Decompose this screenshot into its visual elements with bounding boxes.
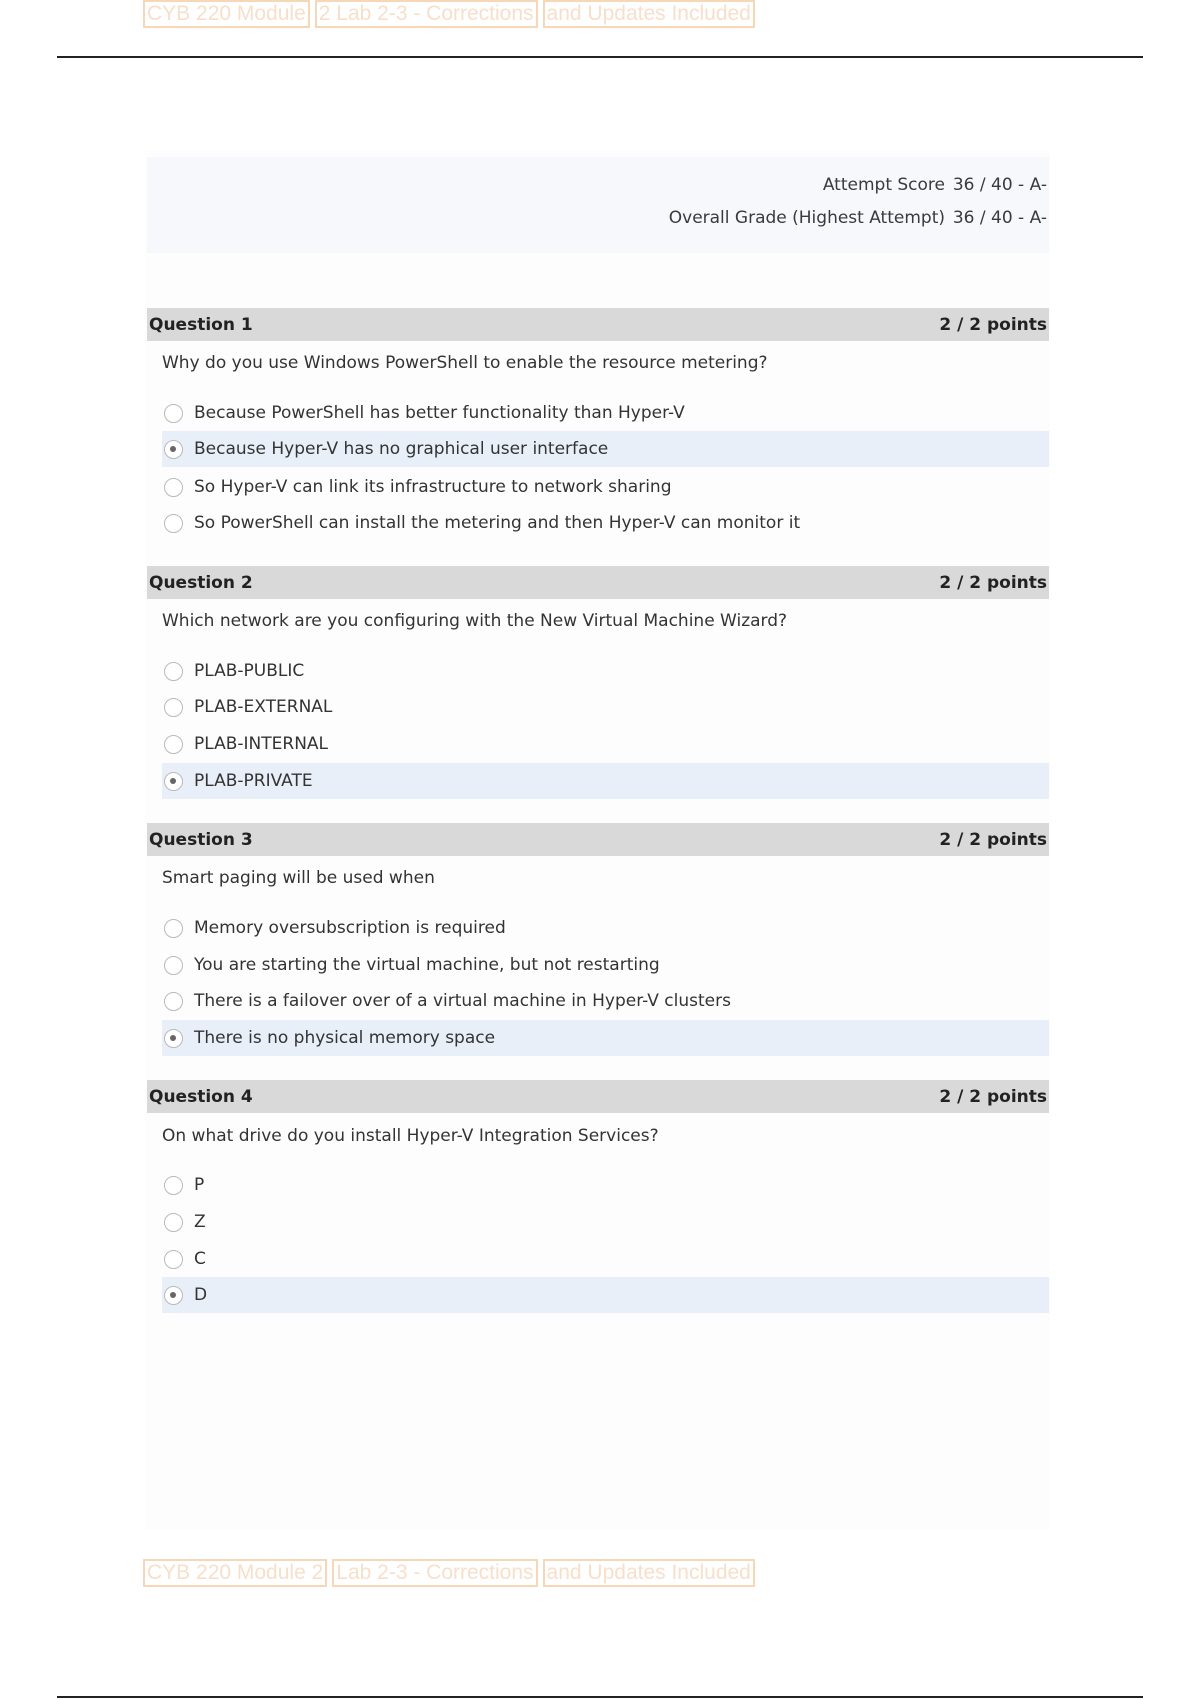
answer-option[interactable] [162,763,1049,799]
watermark-segment: and Updates Included [543,1559,755,1587]
answer-option-label: So PowerShell can install the metering and then Hyper-V can monitor it [194,513,801,533]
attempt-score-value: 36 / 40 - A- [952,175,1047,195]
radio-button-icon[interactable] [164,698,183,717]
question-header [147,566,1049,599]
watermark-segment: Lab 2-3 - Corrections [332,1559,537,1587]
attempt-score-row [525,175,1049,195]
watermark-segment: 2 Lab 2-3 - Corrections [315,0,538,28]
answer-option-label: Because PowerShell has better functionality than Hyper-V [194,403,685,423]
answer-option-label: You are starting the virtual machine, but not restarting [194,955,660,975]
answer-option-label: Memory oversubscription is required [194,918,506,938]
question-text: Which network are you configuring with the New Virtual Machine Wizard? [162,611,788,631]
radio-button-icon[interactable] [164,440,183,459]
answer-option-label: PLAB-PRIVATE [194,771,313,791]
question-text: On what drive do you install Hyper-V Integration Services? [162,1126,659,1146]
answer-option[interactable] [162,1204,1049,1240]
watermark-segment: and Updates Included [543,0,755,28]
answer-option[interactable] [162,910,1049,946]
answer-option-label: C [194,1249,206,1269]
question-title: Question 4 [149,1086,253,1107]
radio-button-icon[interactable] [164,404,183,423]
question-text: Why do you use Windows PowerShell to enable the resource metering? [162,353,768,373]
radio-button-icon[interactable] [164,1250,183,1269]
radio-button-icon[interactable] [164,1286,183,1305]
answer-option-label: PLAB-PUBLIC [194,661,305,681]
answer-option[interactable] [162,983,1049,1019]
watermark-bottom [143,1559,755,1587]
answer-option[interactable] [162,947,1049,983]
answer-option-label: There is no physical memory space [194,1028,496,1048]
watermark-segment: CYB 220 Module 2 [143,1559,327,1587]
answer-option-label: So Hyper-V can link its infrastructure to network sharing [194,477,672,497]
question-title: Question 3 [149,829,253,850]
answer-option-label: There is a failover over of a virtual machine in Hyper-V clusters [194,991,731,1011]
radio-button-icon[interactable] [164,478,183,497]
overall-grade-label: Overall Grade (Highest Attempt) [668,208,945,228]
answer-option-label: D [194,1285,208,1305]
answer-option[interactable] [162,726,1049,762]
answer-option[interactable] [162,395,1049,431]
question-header [147,308,1049,341]
radio-button-icon[interactable] [164,1029,183,1048]
watermark-segment: CYB 220 Module [143,0,310,28]
question-points: 2 / 2 points [939,829,1047,850]
answer-option[interactable] [162,469,1049,505]
answer-option-label: PLAB-EXTERNAL [194,697,333,717]
question-header [147,823,1049,856]
bottom-divider [57,1696,1143,1698]
question-points: 2 / 2 points [939,314,1047,335]
radio-button-icon[interactable] [164,514,183,533]
answer-option[interactable] [162,1241,1049,1277]
question-points: 2 / 2 points [939,1086,1047,1107]
radio-button-icon[interactable] [164,735,183,754]
answer-option-label: Z [194,1212,206,1232]
answer-option[interactable] [162,1277,1049,1313]
radio-button-icon[interactable] [164,919,183,938]
answer-option[interactable] [162,653,1049,689]
radio-button-icon[interactable] [164,956,183,975]
radio-button-icon[interactable] [164,992,183,1011]
question-points: 2 / 2 points [939,572,1047,593]
watermark-top [143,0,755,28]
attempt-score-label: Attempt Score [822,175,945,195]
radio-button-icon[interactable] [164,1213,183,1232]
answer-option[interactable] [162,431,1049,467]
overall-grade-row [525,208,1049,228]
answer-option-label: P [194,1175,205,1195]
question-title: Question 1 [149,314,253,335]
question-title: Question 2 [149,572,253,593]
answer-option-label: Because Hyper-V has no graphical user interface [194,439,609,459]
answer-option-label: PLAB-INTERNAL [194,734,329,754]
answer-option[interactable] [162,689,1049,725]
answer-option[interactable] [162,505,1049,541]
radio-button-icon[interactable] [164,662,183,681]
top-divider [57,56,1143,58]
answer-option[interactable] [162,1167,1049,1203]
score-summary [147,157,1049,253]
radio-button-icon[interactable] [164,1176,183,1195]
answer-option[interactable] [162,1020,1049,1056]
question-text: Smart paging will be used when [162,868,435,888]
question-header [147,1080,1049,1113]
overall-grade-value: 36 / 40 - A- [952,208,1047,228]
radio-button-icon[interactable] [164,772,183,791]
